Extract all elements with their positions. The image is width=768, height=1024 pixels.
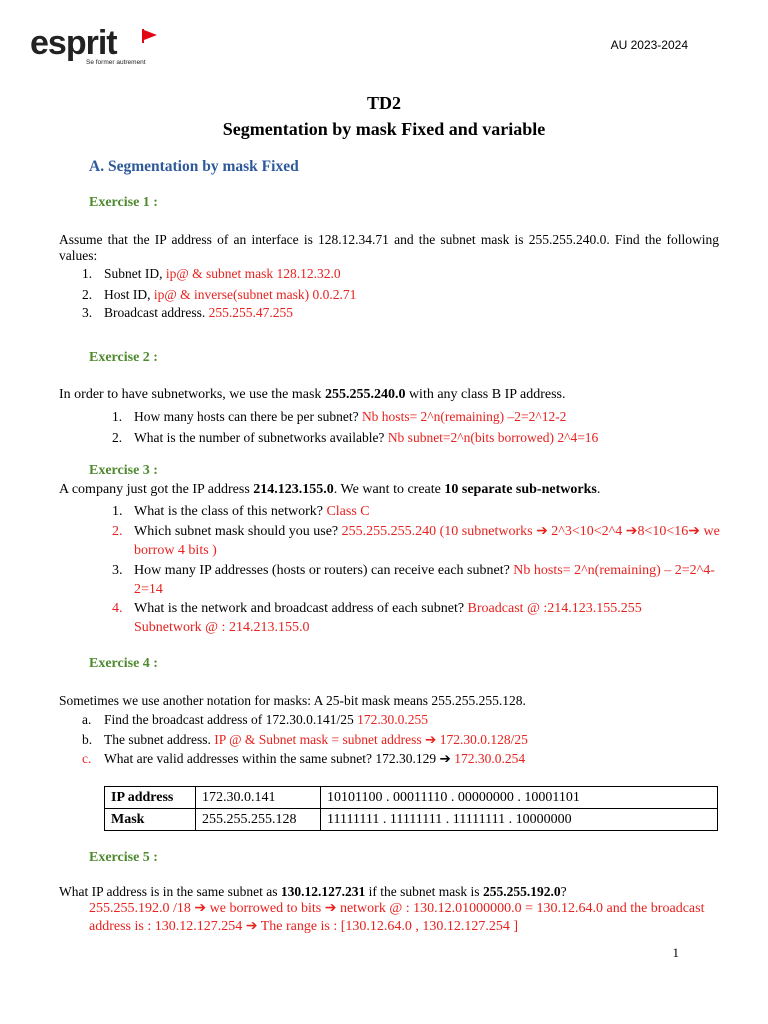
- exercise-5-question: What IP address is in the same subnet as 130.12.127.231 if the subnet mask is 255.255.192.0?: [59, 884, 567, 899]
- question-text: Host ID,: [104, 287, 154, 302]
- list-item: [82, 266, 702, 282]
- item-number: 2.: [112, 524, 123, 539]
- exercise-2-intro: In order to have subnetworks, we use the mask 255.255.240.0 with any class B IP address.: [59, 387, 566, 402]
- document-title: TD2: [366, 93, 401, 113]
- table-row: [105, 809, 718, 831]
- document-subtitle: Segmentation by mask Fixed and variable: [222, 119, 546, 139]
- exercise-4-heading: Exercise 4 :: [89, 656, 158, 671]
- exercise-5-heading: Exercise 5 :: [89, 850, 158, 865]
- answer-text: Nb hosts= 2^n(remaining) –2=2^12-2: [361, 409, 567, 424]
- list-item: [82, 305, 702, 321]
- question-text: What is the class of this network?: [134, 504, 327, 519]
- list-item: [82, 751, 702, 767]
- answer-text: ip@ & inverse(subnet mask) 0.0.2.71: [153, 287, 357, 302]
- exercise-4-intro: Sometimes we use another notation for masks: A 25-bit mask means 255.255.255.128.: [59, 693, 526, 708]
- answer-text: 255.255.255.240 (10 subnetworks ➔ 2^3<10<2^4 ➔8<10<16➔ we borrow 4 bits ): [134, 524, 720, 558]
- item-number: 1.: [112, 504, 123, 519]
- esprit-logo: [30, 26, 170, 72]
- question-text: What is the network and broadcast address of each subnet?: [134, 601, 468, 616]
- item-number: 1.: [112, 409, 123, 424]
- item-number: 1.: [82, 266, 93, 281]
- answer-text: Broadcast @ :214.123.155.255 Subnetwork @ : 214.213.155.0: [134, 601, 642, 635]
- answer-text: Class C: [326, 504, 370, 519]
- exercise-3-heading: Exercise 3 :: [89, 463, 158, 478]
- answer-text: 172.30.0.255: [357, 712, 428, 727]
- list-item: [112, 430, 712, 446]
- exercise-3-intro: A company just got the IP address 214.123.155.0. We want to create 10 separate sub-networks.: [59, 482, 601, 497]
- logo-text: esprit: [30, 24, 117, 62]
- answer-text: IP @ & Subnet mask = subnet address ➔ 172.30.0.128/25: [214, 732, 528, 747]
- academic-year: AU 2023-2024: [610, 38, 688, 52]
- list-item: [112, 561, 724, 599]
- answer-text: 172.30.0.254: [454, 751, 526, 766]
- item-number: 2.: [82, 287, 93, 302]
- item-number: 4.: [112, 601, 123, 616]
- logo-tagline: Se former autrement: [86, 59, 146, 66]
- item-number: 2.: [112, 430, 123, 445]
- ip-mask-table: [104, 786, 718, 831]
- question-text: What is the number of subnetworks available?: [134, 430, 388, 445]
- page-number: 1: [672, 945, 679, 960]
- section-heading: A. Segmentation by mask Fixed: [89, 158, 299, 175]
- answer-text: Nb subnet=2^n(bits borrowed) 2^4=16: [387, 430, 599, 445]
- table-cell: 255.255.255.128: [196, 809, 321, 831]
- list-item: [112, 522, 724, 560]
- list-item: [112, 502, 724, 522]
- question-text: Subnet ID,: [104, 266, 166, 281]
- item-number: b.: [82, 732, 93, 747]
- item-number: 3.: [82, 305, 93, 320]
- table-cell: 11111111 . 11111111 . 11111111 . 10000000: [321, 809, 718, 831]
- list-item: [82, 732, 702, 748]
- list-item: [82, 287, 702, 303]
- table-cell: IP address: [105, 787, 196, 809]
- exercise-5-answer: 255.255.192.0 /18 ➔ we borrowed to bits ➔ network @ : 130.12.01000000.0 = 130.12.64.0 and the broadcast address is : 130.12.127.254 ➔ The range is : [130.12.64.0 , 130.12.127.254 ]: [89, 901, 705, 934]
- list-item: [112, 599, 724, 637]
- table-cell: Mask: [105, 809, 196, 831]
- flag-icon: [144, 30, 157, 40]
- list-item: [82, 712, 702, 728]
- exercise-2-heading: Exercise 2 :: [89, 350, 158, 365]
- table-cell: 10101100 . 00011110 . 00000000 . 10001101: [321, 787, 718, 809]
- answer-text: Nb hosts= 2^n(remaining) – 2=2^4-2=14: [134, 563, 715, 597]
- item-number: 3.: [112, 563, 123, 578]
- table-cell: 172.30.0.141: [196, 787, 321, 809]
- question-text: Broadcast address.: [104, 305, 209, 320]
- question-text: The subnet address.: [104, 732, 215, 747]
- exercise-1-intro: Assume that the IP address of an interface is 128.12.34.71 and the subnet mask is 255.255.240.0. Find the following values:: [59, 232, 719, 263]
- question-text: Which subnet mask should you use?: [134, 524, 342, 539]
- item-number: a.: [82, 712, 92, 727]
- table-row: [105, 787, 718, 809]
- question-text: How many IP addresses (hosts or routers) can receive each subnet?: [134, 563, 514, 578]
- question-text: What are valid addresses within the same subnet? 172.30.129 ➔: [104, 751, 455, 766]
- question-text: How many hosts can there be per subnet?: [134, 409, 362, 424]
- list-item: [112, 409, 712, 425]
- question-text: Find the broadcast address of 172.30.0.141/25: [104, 712, 358, 727]
- answer-text: ip@ & subnet mask 128.12.32.0: [165, 266, 341, 281]
- item-number: c.: [82, 751, 92, 766]
- answer-text: 255.255.47.255: [208, 305, 293, 320]
- exercise-1-heading: Exercise 1 :: [89, 195, 158, 210]
